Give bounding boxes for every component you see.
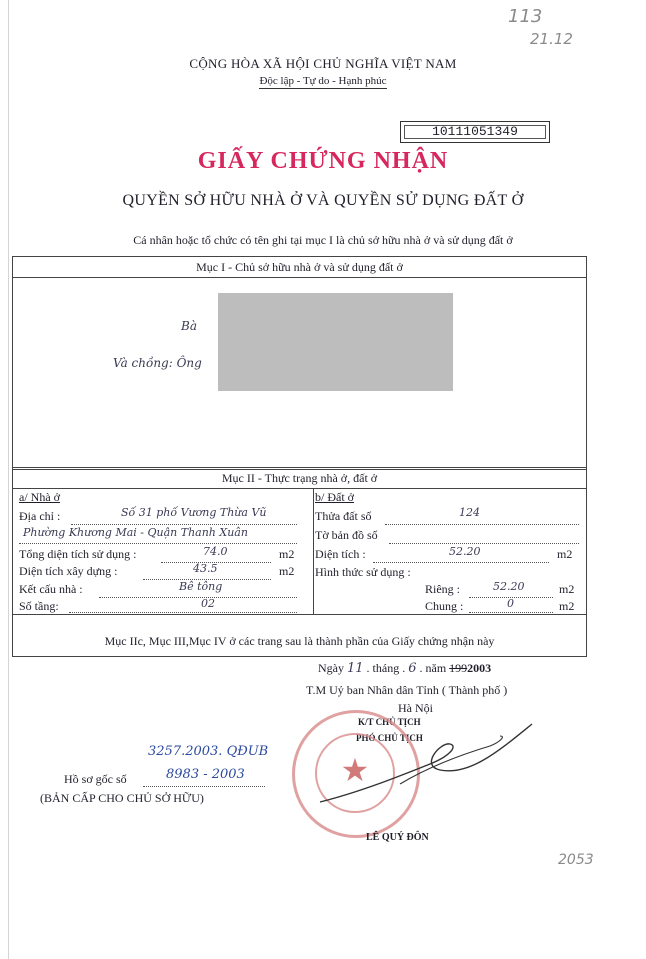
total-area-unit: m2 (279, 547, 295, 561)
dotted-line (389, 543, 579, 544)
margin-note-date: 21.12 (530, 30, 573, 48)
role-vice: K/T CHỦ TỊCH (358, 717, 421, 727)
city-line: Hà Nội (398, 701, 433, 715)
dotted-line (385, 524, 579, 525)
floors-label: Số tầng: (19, 599, 59, 613)
country-header: CỘNG HÒA XÃ HỘI CHỦ NGHĨA VIỆT NAM (189, 56, 457, 71)
private-unit: m2 (559, 582, 575, 596)
origin-file-label: Hồ sơ gốc số (64, 772, 127, 786)
signature (300, 706, 540, 816)
dotted-line (99, 597, 297, 598)
divider (13, 614, 586, 615)
serial-number-box: 10111051349 (400, 121, 550, 143)
decision-reference: 3257.2003. QĐUB (148, 744, 269, 759)
parcel-label: Thửa đất số (315, 509, 372, 523)
role-deputy-chair: PHÓ CHỦ TỊCH (356, 733, 423, 743)
section-property (12, 467, 587, 657)
column-divider (313, 488, 314, 614)
house-heading: a/ Nhà ở (19, 490, 60, 504)
seal-star-icon: ★ (340, 752, 370, 788)
section-property-title: Mục II - Thực trạng nhà ở, đất ở (221, 471, 378, 485)
national-motto: Độc lập - Tự do - Hạnh phúc (259, 75, 387, 87)
dotted-line (71, 524, 297, 525)
private-label: Riêng : (425, 582, 460, 596)
date-line: Ngày 11 . tháng . 6 . năm 1992003 (318, 661, 492, 676)
built-area-unit: m2 (279, 564, 295, 578)
shared-unit: m2 (559, 599, 575, 613)
private-value: 52.20 (493, 580, 525, 593)
floors-value: 02 (201, 597, 215, 610)
shared-value: 0 (507, 597, 514, 610)
total-area-label: Tổng diện tích sử dụng : (19, 547, 137, 561)
divider (13, 488, 586, 489)
shared-label: Chung : (425, 599, 464, 613)
total-area-value: 74.0 (203, 545, 228, 558)
land-area-unit: m2 (557, 547, 573, 561)
map-sheet-label: Tờ bản đồ số (315, 528, 378, 542)
land-area-label: Diện tích : (315, 547, 366, 561)
section-footnote: Mục IIc, Mục III,Mục IV ở các trang sau là thành phần của Giấy chứng nhận này (104, 634, 495, 648)
redaction-block (218, 293, 453, 391)
dotted-line (143, 786, 265, 787)
origin-file-value: 8983 - 2003 (166, 767, 245, 782)
page-edge-rule (8, 0, 9, 959)
built-area-value: 43.5 (193, 562, 218, 575)
usage-label: Hình thức sử dụng : (315, 565, 411, 579)
built-area-label: Diện tích xây dựng : (19, 564, 118, 578)
intro-text: Cá nhân hoặc tổ chức có tên ghi tại mục I là chủ sở hữu nhà ở và sử dụng đất ở (133, 233, 513, 247)
owner-prefix: Bà (181, 319, 197, 333)
dotted-line (69, 612, 297, 613)
dotted-line (19, 543, 297, 544)
section-owner-title: Mục I - Chủ sở hữu nhà ở và sử dụng đất ở (196, 260, 403, 274)
copy-note: (BẢN CẤP CHO CHỦ SỞ HỮU) (40, 791, 204, 805)
margin-note-number: 113 (508, 6, 543, 27)
divider (13, 277, 586, 278)
address-line2: Phường Khương Mai - Quận Thanh Xuân (23, 526, 248, 539)
spouse-prefix: Và chồng: Ông (113, 356, 202, 370)
dotted-line (373, 562, 549, 563)
parcel-value: 124 (459, 506, 480, 519)
address-value: Số 31 phố Vương Thừa Vũ (121, 506, 267, 519)
margin-note-bottom: 2053 (558, 852, 594, 868)
signer-name: LÊ QUÝ ĐÔN (366, 832, 429, 843)
dotted-line (469, 612, 553, 613)
certificate-title: GIẤY CHỨNG NHẬN (197, 148, 449, 174)
structure-value: Bê tông (179, 580, 223, 593)
structure-label: Kết cấu nhà : (19, 582, 83, 596)
authority-line: T.M Uỷ ban Nhân dân Tỉnh ( Thành phố ) (306, 683, 508, 697)
land-area-value: 52.20 (449, 545, 481, 558)
land-heading: b/ Đất ở (315, 490, 355, 504)
certificate-subtitle: QUYỀN SỞ HỮU NHÀ Ở VÀ QUYỀN SỬ DỤNG ĐẤT Ở (122, 192, 524, 209)
address-label: Địa chỉ : (19, 509, 61, 523)
